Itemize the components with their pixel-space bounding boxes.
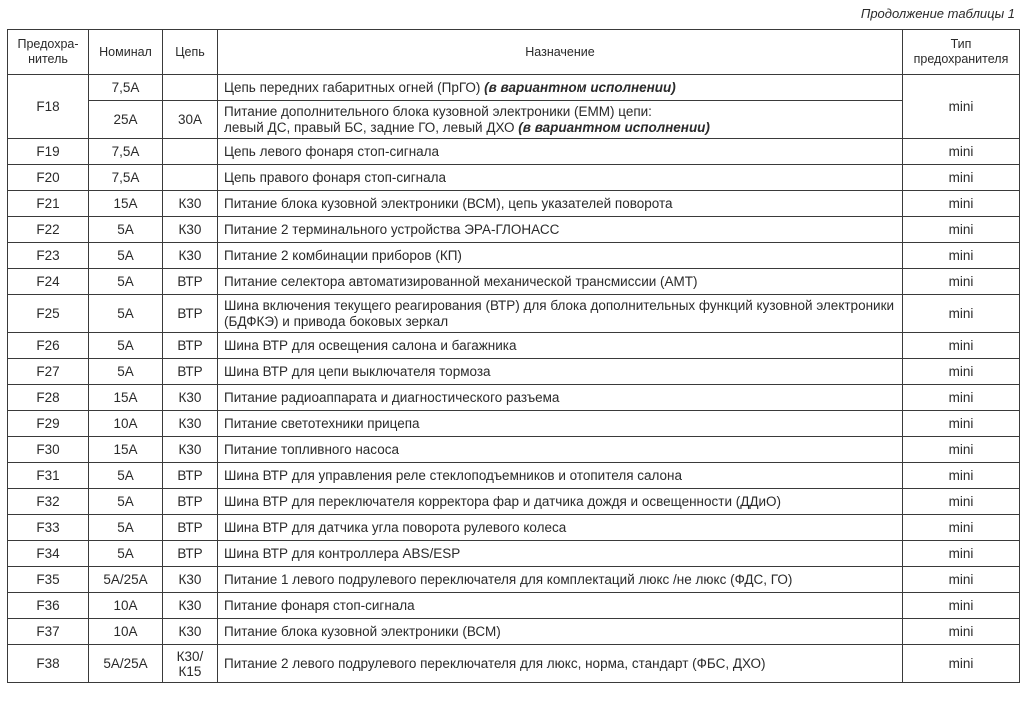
- cell-rating: 15А: [89, 437, 163, 463]
- cell-type: mini: [903, 411, 1020, 437]
- cell-type: mini: [903, 139, 1020, 165]
- fuse-table: [7, 29, 1020, 683]
- cell-fuse: F36: [8, 593, 89, 619]
- cell-rating: 10А: [89, 411, 163, 437]
- cell-fuse: F33: [8, 515, 89, 541]
- cell-rating: 5А: [89, 333, 163, 359]
- table-row: [8, 515, 1020, 541]
- table-row: [8, 359, 1020, 385]
- cell-type: mini: [903, 515, 1020, 541]
- cell-rating: 7,5А: [89, 139, 163, 165]
- table-row: [8, 463, 1020, 489]
- cell-fuse: F21: [8, 191, 89, 217]
- cell-type: mini: [903, 437, 1020, 463]
- cell-circuit: К30: [163, 619, 218, 645]
- cell-circuit: ВТР: [163, 295, 218, 333]
- cell-rating: 25А: [89, 101, 163, 139]
- cell-fuse: F34: [8, 541, 89, 567]
- cell-fuse: F19: [8, 139, 89, 165]
- table-row: [8, 567, 1020, 593]
- cell-rating: 5А: [89, 243, 163, 269]
- cell-fuse: F29: [8, 411, 89, 437]
- cell-circuit: ВТР: [163, 489, 218, 515]
- cell-purpose: Цепь передних габаритных огней (ПрГО) (в вариантном исполнении): [218, 75, 903, 101]
- cell-purpose: Шина включения текущего реагирования (ВТР) для блока дополнительных функций кузовной электроники (БДФКЭ) и привода боковых зеркал: [218, 295, 903, 333]
- cell-rating: 15А: [89, 385, 163, 411]
- cell-type: mini: [903, 165, 1020, 191]
- table-row: [8, 139, 1020, 165]
- cell-purpose: Питание 2 левого подрулевого переключателя для люкс, норма, стандарт (ФБС, ДХО): [218, 645, 903, 683]
- cell-circuit: К30: [163, 437, 218, 463]
- cell-fuse: F38: [8, 645, 89, 683]
- table-row: [8, 165, 1020, 191]
- table-row: [8, 541, 1020, 567]
- cell-fuse: F22: [8, 217, 89, 243]
- cell-type: mini: [903, 243, 1020, 269]
- cell-purpose: Шина ВТР для контроллера ABS/ESP: [218, 541, 903, 567]
- cell-circuit: 30А: [163, 101, 218, 139]
- cell-purpose: Цепь левого фонаря стоп-сигнала: [218, 139, 903, 165]
- cell-purpose: Питание 2 комбинации приборов (КП): [218, 243, 903, 269]
- cell-fuse: F26: [8, 333, 89, 359]
- header-circuit: Цепь: [163, 30, 218, 75]
- cell-fuse: F20: [8, 165, 89, 191]
- cell-purpose: Питание 1 левого подрулевого переключателя для комплектаций люкс /не люкс (ФДС, ГО): [218, 567, 903, 593]
- cell-purpose: Шина ВТР для переключателя корректора фар и датчика дождя и освещенности (ДДиО): [218, 489, 903, 515]
- cell-purpose: Питание фонаря стоп-сигнала: [218, 593, 903, 619]
- table-continuation-caption: Продолжение таблицы 1: [860, 6, 1015, 21]
- cell-purpose: Шина ВТР для освещения салона и багажника: [218, 333, 903, 359]
- cell-type: mini: [903, 567, 1020, 593]
- cell-type: mini: [903, 217, 1020, 243]
- cell-fuse: F31: [8, 463, 89, 489]
- cell-circuit: К30: [163, 217, 218, 243]
- cell-circuit: [163, 75, 218, 101]
- cell-rating: 7,5А: [89, 75, 163, 101]
- cell-fuse: F24: [8, 269, 89, 295]
- cell-fuse: F35: [8, 567, 89, 593]
- cell-type: mini: [903, 333, 1020, 359]
- cell-fuse: F37: [8, 619, 89, 645]
- cell-type: mini: [903, 645, 1020, 683]
- cell-type: mini: [903, 489, 1020, 515]
- header-rating: Номинал: [89, 30, 163, 75]
- table-row: [8, 333, 1020, 359]
- table-row: [8, 593, 1020, 619]
- table-row-f18b: [8, 101, 1020, 139]
- cell-rating: 5А: [89, 515, 163, 541]
- table-row: [8, 243, 1020, 269]
- cell-rating: 5А/25А: [89, 645, 163, 683]
- cell-circuit: ВТР: [163, 269, 218, 295]
- cell-fuse: F18: [8, 75, 89, 139]
- cell-purpose: Шина ВТР для цепи выключателя тормоза: [218, 359, 903, 385]
- cell-circuit: К30: [163, 243, 218, 269]
- cell-rating: 10А: [89, 619, 163, 645]
- cell-circuit: ВТР: [163, 515, 218, 541]
- table-row: [8, 217, 1020, 243]
- cell-rating: 15А: [89, 191, 163, 217]
- cell-type: mini: [903, 541, 1020, 567]
- cell-fuse: F27: [8, 359, 89, 385]
- cell-circuit: К30: [163, 385, 218, 411]
- cell-purpose: Питание светотехники прицепа: [218, 411, 903, 437]
- cell-type: mini: [903, 269, 1020, 295]
- cell-type: mini: [903, 593, 1020, 619]
- cell-purpose: Шина ВТР для управления реле стеклоподъемников и отопителя салона: [218, 463, 903, 489]
- cell-circuit: К30: [163, 593, 218, 619]
- cell-circuit: ВТР: [163, 463, 218, 489]
- cell-type: mini: [903, 619, 1020, 645]
- header-type: Тип предохранителя: [903, 30, 1020, 75]
- cell-type: mini: [903, 295, 1020, 333]
- cell-circuit: [163, 139, 218, 165]
- table-row: [8, 489, 1020, 515]
- cell-circuit: К30/ К15: [163, 645, 218, 683]
- cell-circuit: ВТР: [163, 541, 218, 567]
- cell-circuit: К30: [163, 567, 218, 593]
- cell-purpose: Шина ВТР для датчика угла поворота рулевого колеса: [218, 515, 903, 541]
- cell-rating: 5А/25А: [89, 567, 163, 593]
- table-row: [8, 295, 1020, 333]
- cell-type: mini: [903, 359, 1020, 385]
- cell-fuse: F32: [8, 489, 89, 515]
- cell-type: mini: [903, 463, 1020, 489]
- table-row: [8, 437, 1020, 463]
- cell-purpose: Питание топливного насоса: [218, 437, 903, 463]
- cell-fuse: F23: [8, 243, 89, 269]
- cell-purpose: Питание радиоаппарата и диагностического разъема: [218, 385, 903, 411]
- table-row: [8, 619, 1020, 645]
- table-row: [8, 645, 1020, 683]
- cell-type: mini: [903, 385, 1020, 411]
- cell-purpose: Питание блока кузовной электроники (ВСМ), цепь указателей поворота: [218, 191, 903, 217]
- cell-rating: 5А: [89, 359, 163, 385]
- cell-rating: 5А: [89, 463, 163, 489]
- cell-fuse: F30: [8, 437, 89, 463]
- table-row-f18a: [8, 75, 1020, 101]
- cell-purpose: Питание 2 терминального устройства ЭРА-ГЛОНАСС: [218, 217, 903, 243]
- header-purpose: Назначение: [218, 30, 903, 75]
- cell-type: mini: [903, 191, 1020, 217]
- cell-rating: 5А: [89, 295, 163, 333]
- table-row: [8, 191, 1020, 217]
- header-fuse: Предохра- нитель: [8, 30, 89, 75]
- cell-circuit: ВТР: [163, 359, 218, 385]
- cell-fuse: F28: [8, 385, 89, 411]
- cell-rating: 10А: [89, 593, 163, 619]
- cell-rating: 5А: [89, 269, 163, 295]
- cell-circuit: К30: [163, 411, 218, 437]
- cell-rating: 5А: [89, 541, 163, 567]
- table-row: [8, 269, 1020, 295]
- cell-circuit: ВТР: [163, 333, 218, 359]
- cell-circuit: [163, 165, 218, 191]
- cell-rating: 5А: [89, 489, 163, 515]
- table-row: [8, 385, 1020, 411]
- cell-type: mini: [903, 75, 1020, 139]
- cell-purpose: Питание селектора автоматизированной механической трансмиссии (АМТ): [218, 269, 903, 295]
- cell-rating: 5А: [89, 217, 163, 243]
- cell-circuit: К30: [163, 191, 218, 217]
- cell-purpose: Питание дополнительного блока кузовной электроники (ЕММ) цепи: левый ДС, правый БС, задние ГО, левый ДХО (в вариантном исполнении): [218, 101, 903, 139]
- cell-purpose: Питание блока кузовной электроники (ВСМ): [218, 619, 903, 645]
- cell-purpose: Цепь правого фонаря стоп-сигнала: [218, 165, 903, 191]
- table-row: [8, 411, 1020, 437]
- table-header-row: [8, 30, 1020, 75]
- cell-rating: 7,5А: [89, 165, 163, 191]
- cell-fuse: F25: [8, 295, 89, 333]
